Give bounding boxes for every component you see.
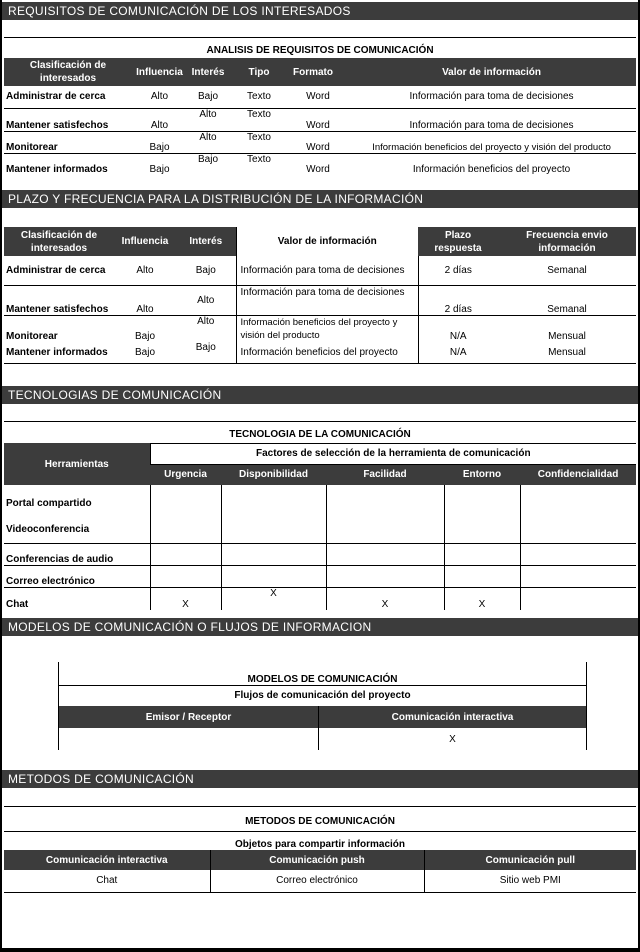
cell: Sitio web PMI (424, 870, 636, 892)
cell (150, 485, 221, 544)
divider (4, 421, 636, 422)
row-label: Monitorear (6, 141, 58, 153)
cell: Semanal (498, 256, 636, 285)
cell: X (319, 728, 587, 750)
tecnologia-table-title: TECNOLOGIA DE LA COMUNICACIÓN (229, 428, 411, 440)
table-row (4, 566, 636, 588)
col-header: Plazo respuesta (418, 227, 498, 256)
row-label: Mantener satisfechos (4, 285, 114, 315)
factors-header: Factores de selección de la herramienta de comunicación (150, 443, 636, 464)
table-row (4, 485, 636, 544)
table-row (59, 728, 587, 750)
cell: Word (306, 119, 330, 131)
section-header-plazo: PLAZO Y FRECUENCIA PARA LA DISTRIBUCIÓN DE LA INFORMACIÓN (2, 190, 638, 208)
row-label: Monitorear (6, 330, 58, 342)
col-header: Frecuencia envio información (498, 227, 636, 256)
cell: Bajo (149, 164, 170, 175)
col-header: Influencia (114, 227, 176, 256)
cell: Bajo (176, 256, 236, 285)
cell: Texto (247, 153, 271, 165)
col-header: Tipo (229, 58, 289, 86)
cell: Información beneficios del proyecto y visión del producto (236, 315, 418, 342)
col-header: Emisor / Receptor (59, 706, 319, 728)
modelos-table-subtitle: Flujos de comunicación del proyecto (234, 690, 411, 702)
col-header: Facilidad (326, 464, 444, 485)
cell: Alto (114, 256, 176, 285)
tool-name: Portal compartido (6, 498, 92, 509)
row-label: Mantener informados (6, 346, 108, 358)
row-label: Chat (6, 598, 29, 610)
cell: Word (306, 164, 330, 175)
row-label: Mantener informados (6, 164, 108, 175)
cell (444, 566, 520, 588)
cell (520, 566, 636, 588)
col-header: Comunicación interactiva (319, 706, 587, 728)
cell: Bajo (197, 91, 218, 103)
cell: Información beneficios del proyecto y visión del producto (372, 141, 611, 153)
cell (221, 544, 326, 566)
table-row (4, 86, 636, 108)
cell: Alto (114, 285, 176, 315)
cell (221, 566, 326, 588)
divider (4, 806, 636, 807)
cell: Alto (150, 91, 169, 103)
col-header: Valor de información (236, 227, 418, 256)
table-row (4, 131, 636, 153)
metodos-table (4, 812, 636, 893)
cell (326, 566, 444, 588)
cell (59, 728, 319, 750)
cell: N/A (418, 342, 498, 364)
cell: Alto (197, 315, 215, 327)
col-header: Clasificación de interesados (4, 227, 114, 256)
col-header: Disponibilidad (221, 464, 326, 485)
tecnologia-table (4, 426, 636, 610)
cell: Información para toma de decisiones (236, 256, 418, 285)
cell: 2 días (418, 256, 498, 285)
cell: Mensual (548, 346, 586, 358)
cell: Alto (199, 131, 217, 143)
modelos-table-title: MODELOS DE COMUNICACIÓN (59, 662, 587, 685)
row-label: Administrar de cerca (6, 91, 106, 103)
cell: X (150, 588, 221, 610)
table-row (4, 544, 636, 566)
requisitos-table (4, 42, 636, 175)
cell: Alto (150, 119, 169, 131)
col-header: Clasificación de interesados (4, 58, 132, 86)
row-label: Conferencias de audio (6, 554, 114, 565)
cell (520, 485, 636, 544)
section-header-metodos: METODOS DE COMUNICACIÓN (2, 770, 638, 788)
col-header: Interés (176, 227, 236, 256)
table-row (4, 153, 636, 175)
cell: X (326, 588, 444, 610)
col-header: Formato (289, 58, 347, 86)
row-label: Correo electrónico (6, 576, 95, 587)
col-header: Confidencialidad (520, 464, 636, 485)
cell: Word (306, 91, 330, 103)
col-header: Comunicación push (210, 850, 424, 870)
modelos-table (58, 662, 587, 750)
cell: Mensual (548, 330, 586, 342)
cell: Bajo (195, 341, 216, 353)
col-header-herramientas: Herramientas (4, 443, 150, 485)
cell (520, 544, 636, 566)
cell: X (444, 588, 520, 610)
cell: Texto (247, 91, 271, 103)
cell: Bajo (197, 153, 218, 165)
cell (150, 544, 221, 566)
cell: Bajo (134, 330, 155, 342)
cell: Alto (199, 108, 217, 120)
col-header: Interés (187, 58, 229, 86)
cell: N/A (418, 315, 498, 342)
metodos-table-subtitle: Objetos para compartir información (234, 839, 406, 850)
cell: Bajo (149, 141, 170, 153)
col-header: Comunicación interactiva (4, 850, 210, 870)
table-row (4, 108, 636, 131)
cell: Chat (96, 875, 118, 887)
cell (444, 485, 520, 544)
col-header: Comunicación pull (424, 850, 636, 870)
row-label: Administrar de cerca (4, 256, 114, 285)
col-header: Urgencia (150, 464, 221, 485)
metodos-table-title: METODOS DE COMUNICACIÓN (4, 812, 636, 831)
cell: Texto (247, 131, 271, 143)
cell: Correo electrónico (210, 870, 424, 892)
cell: Información beneficios del proyecto (236, 342, 418, 364)
col-header: Valor de información (347, 58, 636, 86)
cell: Texto (247, 108, 271, 120)
table-row (4, 342, 636, 364)
cell: Semanal (498, 285, 636, 315)
col-header: Influencia (132, 58, 187, 86)
cell: 2 días (418, 285, 498, 315)
table-row (4, 285, 636, 315)
cell (326, 485, 444, 544)
cell: Información para toma de decisiones (409, 91, 574, 103)
section-header-tecnologias: TECNOLOGIAS DE COMUNICACIÓN (2, 386, 638, 404)
section-header-modelos: MODELOS DE COMUNICACIÓN O FLUJOS DE INFORMACION (2, 618, 638, 636)
col-header: Entorno (444, 464, 520, 485)
cell: Información beneficios del proyecto (412, 164, 571, 175)
cell: Bajo (134, 346, 155, 358)
requisitos-table-title: ANALISIS DE REQUISITOS DE COMUNICACIÓN (206, 44, 434, 56)
cell: Información para toma de decisiones (236, 285, 418, 315)
cell (520, 588, 636, 610)
row-label (4, 485, 150, 544)
cell (150, 566, 221, 588)
cell (221, 485, 326, 544)
table-row (4, 588, 636, 610)
tool-name: Videoconferencia (6, 524, 90, 535)
table-row (4, 870, 636, 892)
divider (4, 37, 636, 38)
cell: X (221, 588, 326, 610)
cell: Word (306, 141, 330, 153)
cell: Alto (176, 285, 236, 315)
table-row (4, 315, 636, 342)
cell (444, 544, 520, 566)
cell (326, 544, 444, 566)
plazo-table (4, 227, 636, 364)
row-label: Mantener satisfechos (6, 119, 109, 131)
table-row (4, 256, 636, 285)
cell: Información para toma de decisiones (409, 119, 574, 131)
section-header-requisitos: REQUISITOS DE COMUNICACIÓN DE LOS INTERESADOS (2, 2, 638, 20)
